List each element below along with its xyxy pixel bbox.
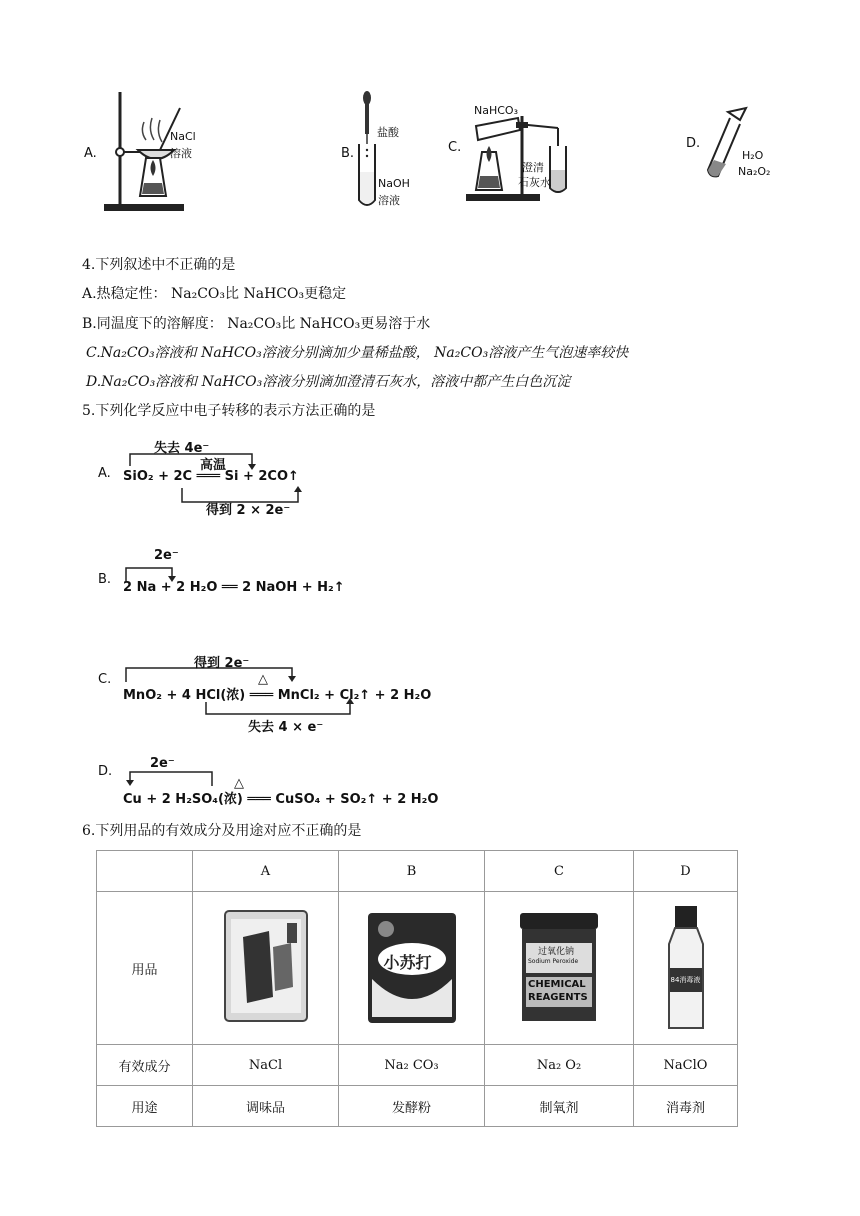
apparatus-b-text3: 溶液 bbox=[378, 194, 400, 207]
table-header-cell bbox=[97, 851, 193, 892]
product-d-cell bbox=[634, 892, 738, 1045]
apparatus-a-text1: NaCl bbox=[170, 130, 196, 143]
question-4-option-d: D.Na₂CO₃溶液和 NaHCO₃溶液分别滴加澄清石灰水，溶液中都产生白色沉淀 bbox=[86, 374, 571, 390]
q5-c-top-label: 得到 2e⁻ bbox=[194, 656, 250, 671]
product-c-text1: 过氧化钠 bbox=[538, 947, 575, 957]
apparatus-d-text1: H₂O bbox=[742, 149, 764, 162]
table-row bbox=[97, 1086, 738, 1127]
table-cell: NaCl bbox=[193, 1045, 339, 1086]
question-4-stem: 4.下列叙述中不正确的是 bbox=[82, 257, 236, 273]
table-header-cell: C bbox=[485, 851, 634, 892]
q5-a-bottom-label: 得到 2 × 2e⁻ bbox=[206, 503, 291, 518]
question-4-option-b: B.同温度下的溶解度： Na₂CO₃比 NaHCO₃更易溶于水 bbox=[82, 316, 431, 332]
table-cell: Na₂ O₂ bbox=[485, 1045, 634, 1086]
product-b-cell bbox=[339, 892, 485, 1045]
q5-c-bottom-label: 失去 4 × e⁻ bbox=[248, 720, 324, 735]
table-cell: 发酵粉 bbox=[339, 1086, 485, 1127]
q5-a-condition: 高温 bbox=[200, 458, 227, 473]
q5-d-condition: △ bbox=[234, 776, 244, 791]
q5-option-a-label: A. bbox=[98, 466, 111, 481]
disinfectant-bottle-image bbox=[661, 904, 711, 1032]
apparatus-b-text2: NaOH bbox=[378, 177, 410, 190]
table-cell: Na₂ CO₃ bbox=[339, 1045, 485, 1086]
product-b-text: 小苏打 bbox=[383, 953, 432, 972]
q5-b-equation: 2 Na + 2 H₂O ══ 2 NaOH + H₂↑ bbox=[123, 580, 345, 595]
table-cell: NaClO bbox=[634, 1045, 738, 1086]
apparatus-c-label: C. bbox=[448, 140, 462, 155]
apparatus-b-label: B. bbox=[341, 146, 355, 161]
question-4-option-a: A.热稳定性： Na₂CO₃比 NaHCO₃更稳定 bbox=[82, 286, 347, 302]
table-header-row bbox=[97, 851, 738, 892]
table-row bbox=[97, 1045, 738, 1086]
question-4-option-c: C.Na₂CO₃溶液和 NaHCO₃溶液分别滴加少量稀盐酸， Na₂CO₃溶液产生气泡速率较快 bbox=[86, 345, 629, 361]
apparatus-a-label: A. bbox=[84, 146, 97, 161]
product-c-text2: Sodium Peroxide bbox=[528, 958, 579, 965]
product-c-text4: REAGENTS bbox=[528, 992, 588, 1003]
salt-bag-image bbox=[221, 907, 311, 1025]
table-row-label: 用品 bbox=[97, 892, 193, 1045]
product-c-cell bbox=[485, 892, 634, 1045]
apparatus-b-text1: 盐酸 bbox=[377, 126, 399, 139]
products-table bbox=[96, 850, 738, 1127]
q5-d-equation: Cu + 2 H₂SO₄(浓) ═══ CuSO₄ + SO₂↑ + 2 H₂O bbox=[123, 792, 439, 807]
table-cell: 制氧剂 bbox=[485, 1086, 634, 1127]
table-row bbox=[97, 892, 738, 1045]
q5-option-d-label: D. bbox=[98, 764, 113, 779]
q5-a-equation: SiO₂ + 2C ═══ Si + 2CO↑ bbox=[123, 469, 299, 484]
product-a-cell bbox=[193, 892, 339, 1045]
apparatus-d-text2: Na₂O₂ bbox=[738, 165, 771, 178]
table-header-cell: B bbox=[339, 851, 485, 892]
apparatus-c-text3: 石灰水 bbox=[518, 176, 551, 189]
apparatus-a-text2: 溶液 bbox=[170, 147, 192, 160]
apparatus-d-label: D. bbox=[686, 136, 701, 151]
product-c-text3: CHEMICAL bbox=[528, 979, 586, 990]
table-cell: 调味品 bbox=[193, 1086, 339, 1127]
product-d-text: 84消毒液 bbox=[670, 976, 701, 984]
table-header-cell: D bbox=[634, 851, 738, 892]
apparatus-c-text2: 澄清 bbox=[522, 161, 544, 174]
table-cell: 有效成分 bbox=[97, 1045, 193, 1086]
baking-soda-bag-image bbox=[366, 909, 458, 1027]
q5-option-b-label: B. bbox=[98, 572, 112, 587]
q5-a-top-label: 失去 4e⁻ bbox=[154, 441, 210, 456]
apparatus-c-text1: NaHCO₃ bbox=[474, 104, 518, 117]
sodium-peroxide-jar-image bbox=[518, 909, 600, 1027]
q5-option-c-label: C. bbox=[98, 672, 112, 687]
question-6-stem: 6.下列用品的有效成分及用途对应不正确的是 bbox=[82, 823, 362, 839]
table-cell: 用途 bbox=[97, 1086, 193, 1127]
question-5-stem: 5.下列化学反应中电子转移的表示方法正确的是 bbox=[82, 403, 376, 419]
q5-b-top-label: 2e⁻ bbox=[154, 548, 179, 563]
q5-c-condition: △ bbox=[258, 672, 268, 687]
q5-d-top-label: 2e⁻ bbox=[150, 756, 175, 771]
q5-c-equation: MnO₂ + 4 HCl(浓) ═══ MnCl₂ + Cl₂↑ + 2 H₂O bbox=[123, 688, 432, 703]
table-header-cell: A bbox=[193, 851, 339, 892]
table-cell: 消毒剂 bbox=[634, 1086, 738, 1127]
